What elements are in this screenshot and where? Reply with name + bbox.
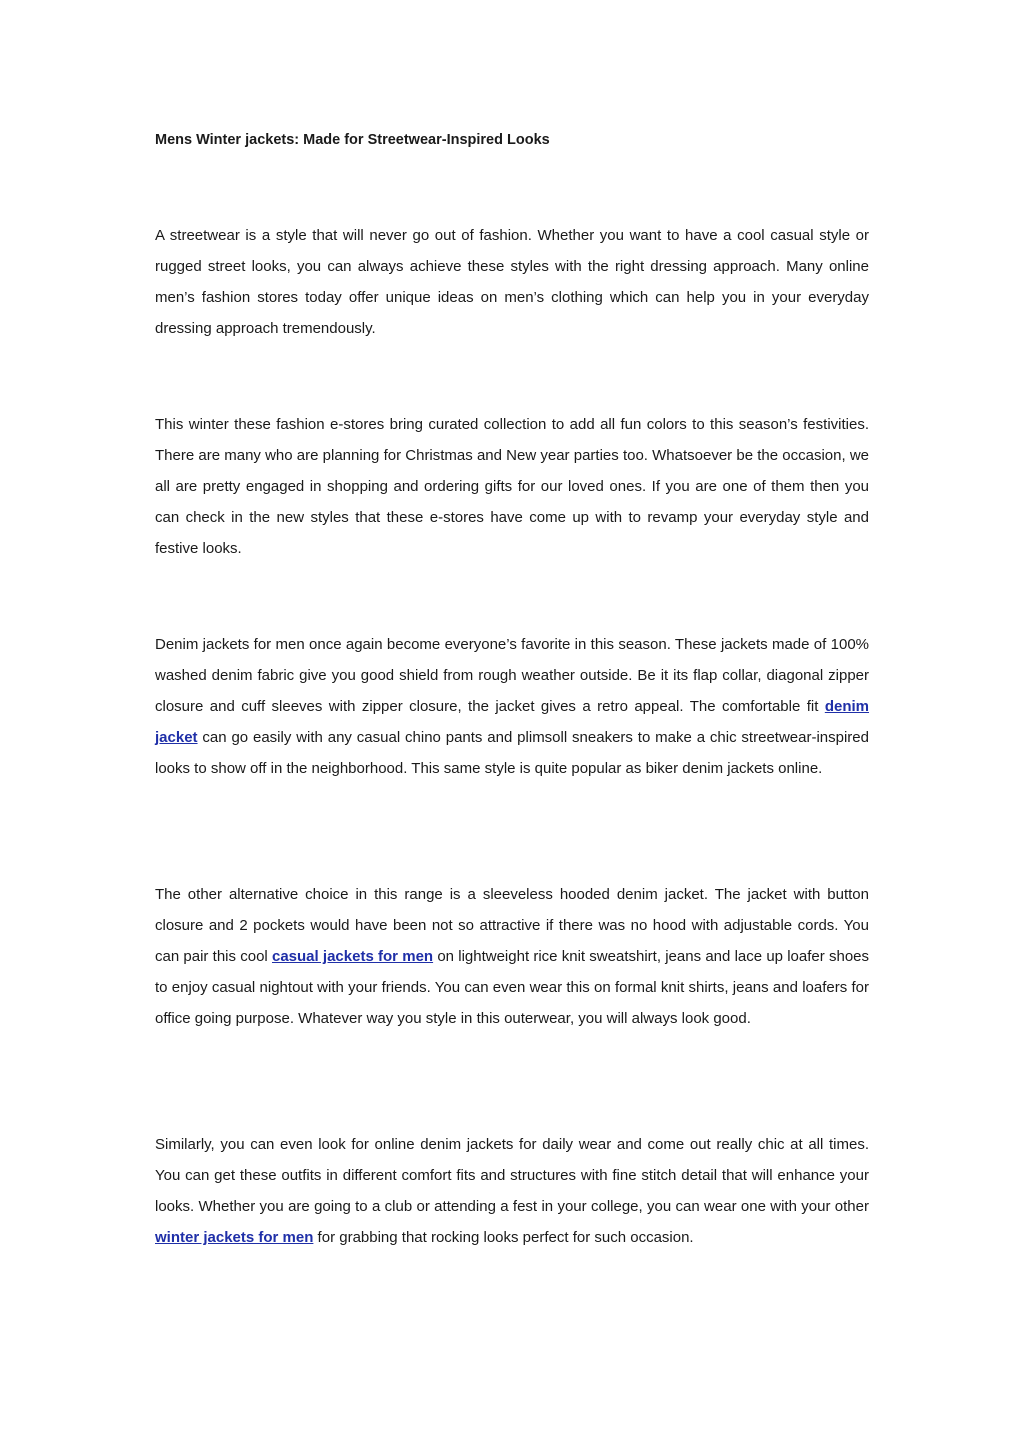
paragraph-text-after: on lightweight rice knit sweatshirt, jeans and lace up loafer shoes to enjoy casual nightout with your friends. You can even wear this on formal knit shirts, jeans and loafers for office going purpose. Whatever way you style in this outerwear, you will always look good. (155, 948, 870, 1027)
paragraph-denim-jackets (155, 629, 869, 784)
winter-jackets-link[interactable]: winter jackets for men (155, 1229, 314, 1246)
paragraph-daily-wear (155, 1129, 869, 1253)
paragraph-text: This winter these fashion e-stores bring curated collection to add all fun colors to this season’s festivities. There are many who are planning for Christmas and New year parties too. Whatsoever be the occasion, we all are pretty engaged in shopping and ordering gifts for our loved ones. If you are one of them then you can check in the new styles that these e-stores have come up with to revamp your everyday style and festive looks. (155, 416, 869, 557)
paragraph-text-before: Similarly, you can even look for online denim jackets for daily wear and come out really chic at all times. You can get these outfits in different comfort fits and structures with fine stitch detail that will enhance your looks. Whether you are going to a club or attending a fest in your college, you can wear one with your other (155, 1136, 869, 1215)
paragraph-text: A streetwear is a style that will never go out of fashion. Whether you want to have a cool casual style or rugged street looks, you can always achieve these styles with the right dressing approach. Many online men’s fashion stores today offer unique ideas on men’s clothing which can help you in your everyday dressing approach tremendously. (155, 227, 869, 337)
denim-jacket-link[interactable]: denim jacket (155, 698, 869, 746)
paragraph-text-after: can go easily with any casual chino pants and plimsoll sneakers to make a chic streetwear-inspired looks to show off in the neighborhood. This same style is quite popular as biker denim jackets online. (155, 729, 869, 777)
document-title: Mens Winter jackets: Made for Streetwear-Inspired Looks (155, 132, 550, 148)
paragraph-streetwear-intro (155, 220, 869, 344)
paragraph-sleeveless-hooded (155, 879, 869, 1034)
casual-jackets-link[interactable]: casual jackets for men (271, 948, 434, 965)
paragraph-winter-collection (155, 409, 869, 564)
paragraph-text-before: Denim jackets for men once again become everyone’s favorite in this season. These jackets made of 100% washed denim fabric give you good shield from rough weather outside. Be it its flap collar, diagonal zipper closure and cuff sleeves with zipper closure, the jacket gives a retro appeal. The comfortable fit (155, 636, 869, 715)
paragraph-text-before: The other alternative choice in this range is a sleeveless hooded denim jacket. The jacket with button closure and 2 pockets would have been not so attractive if there was no hood with adjustable cords. You can pair this cool (155, 886, 869, 965)
paragraph-text-after: for grabbing that rocking looks perfect for such occasion. (313, 1229, 694, 1246)
